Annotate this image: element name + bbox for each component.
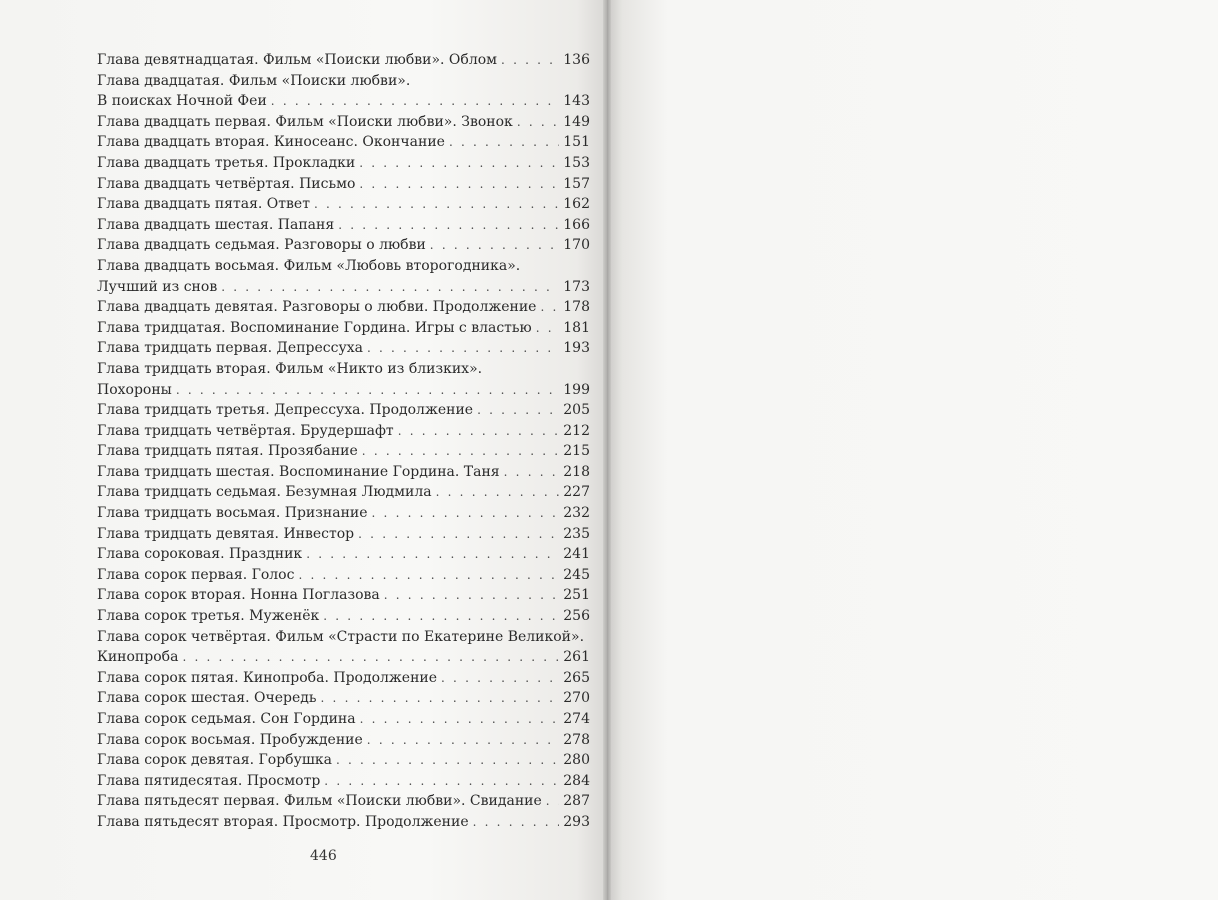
- dot-leader: [367, 338, 559, 359]
- dot-leader: [314, 194, 559, 215]
- toc-entry-page: 178: [563, 299, 590, 316]
- toc-entry-title: Глава тридцать первая. Депрессуха: [97, 340, 363, 357]
- dot-leader: [336, 750, 559, 771]
- dot-leader: [546, 791, 559, 812]
- toc-entry-page: 157: [563, 175, 590, 192]
- toc-entry-page: 232: [563, 505, 590, 522]
- toc-entry-page: 181: [563, 319, 590, 336]
- toc-entry-title: Глава сорок восьмая. Пробуждение: [97, 731, 363, 748]
- toc-entry-page: 284: [563, 772, 590, 789]
- dot-leader: [436, 482, 560, 503]
- dot-leader: [358, 524, 559, 545]
- toc-entry: [97, 585, 590, 606]
- dot-leader: [298, 565, 559, 586]
- dot-leader: [359, 174, 559, 195]
- toc-entry-page: 151: [563, 134, 590, 151]
- toc-entry-title: Глава двадцать третья. Прокладки: [97, 154, 356, 171]
- dot-leader: [321, 688, 560, 709]
- dot-leader: [362, 441, 559, 462]
- dot-leader: [430, 235, 559, 256]
- toc-entry-page: 274: [563, 711, 590, 727]
- toc-entry-page: 162: [563, 196, 590, 213]
- toc-entry-page: 153: [563, 154, 590, 171]
- toc-entry: [97, 688, 590, 709]
- dot-leader: [306, 544, 559, 565]
- dot-leader: [441, 668, 559, 689]
- toc-entry-title: Глава двадцатая. Фильм «Поиски любви».: [97, 72, 411, 89]
- toc-entry-page: 170: [563, 237, 590, 254]
- toc-entry-page: 215: [563, 443, 590, 460]
- dot-leader: [359, 153, 559, 174]
- toc-entry-title: Глава сорок седьмая. Сон Гордина: [97, 711, 356, 727]
- toc-entry-title: Глава тридцатая. Воспоминание Гордина. Игры с властью: [97, 319, 532, 336]
- toc-entry-page: 173: [563, 278, 590, 295]
- dot-leader: [384, 585, 560, 606]
- toc-entry-page: 256: [563, 608, 590, 625]
- dot-leader: [324, 771, 559, 792]
- toc-entry-title: Глава тридцать девятая. Инвестор: [97, 525, 355, 542]
- toc-entry-page: 212: [563, 422, 590, 439]
- toc-entry-title: Глава двадцать вторая. Киносеанс. Окончание: [97, 134, 445, 151]
- toc-entry-page: 287: [563, 793, 590, 810]
- toc-entry-title: Глава тридцать четвёртая. Брудершафт: [97, 422, 394, 439]
- toc-entry-title: Глава двадцать четвёртая. Письмо: [97, 175, 356, 192]
- toc-entry-page: 193: [563, 340, 590, 357]
- toc-entry: [97, 215, 590, 236]
- toc-entry-page: 227: [563, 484, 590, 501]
- toc-entry: [97, 421, 590, 442]
- toc-entry: [97, 606, 590, 627]
- toc-entry-title: Глава тридцать пятая. Прозябание: [97, 443, 358, 460]
- toc-entry-title: Глава двадцать восьмая. Фильм «Любовь второгодника».: [97, 257, 521, 274]
- toc-entry: [97, 318, 590, 339]
- toc-entry: [97, 132, 590, 153]
- toc-entry: [97, 400, 590, 421]
- toc-entry: [97, 565, 590, 586]
- toc-entry: [97, 194, 590, 215]
- book-spine-shadow: [603, 0, 611, 900]
- toc-entry: [97, 791, 590, 812]
- dot-leader: [367, 730, 559, 751]
- dot-leader: [517, 112, 559, 133]
- toc-entry: [97, 277, 590, 298]
- toc-entry-title: Глава двадцать седьмая. Разговоры о любви: [97, 237, 426, 254]
- toc-entry-title: Глава тридцать седьмая. Безумная Людмила: [97, 484, 432, 501]
- toc-entry-title: Похороны: [97, 381, 172, 398]
- dot-leader: [182, 647, 559, 668]
- dot-leader: [221, 277, 559, 298]
- toc-entry-title: Глава тридцать шестая. Воспоминание Гордина. Таня: [97, 463, 500, 480]
- dot-leader: [323, 606, 559, 627]
- dot-leader: [338, 215, 559, 236]
- toc-entry: [97, 750, 590, 771]
- toc-entry: [97, 503, 590, 524]
- toc-entry: [97, 730, 590, 751]
- toc-entry-title: Глава тридцать третья. Депрессуха. Продолжение: [97, 402, 474, 419]
- toc-entry-page: 149: [563, 113, 590, 130]
- toc-entry: [97, 544, 590, 565]
- toc-entry: [97, 174, 590, 195]
- toc-entry-title: В поисках Ночной Феи: [97, 93, 267, 110]
- dot-leader: [501, 50, 559, 71]
- toc-entry-page: 241: [563, 546, 590, 563]
- toc-entry: [97, 627, 590, 648]
- toc-entry-page: 265: [563, 669, 590, 686]
- toc-entry-page: 235: [563, 525, 590, 542]
- toc-entry-title: Глава сорок первая. Голос: [97, 566, 295, 583]
- toc-entry-page: 251: [563, 587, 590, 604]
- page-number: 446: [310, 848, 337, 864]
- toc-entry-title: Глава сорок девятая. Горбушка: [97, 752, 332, 769]
- toc-entry-title: Глава тридцать восьмая. Признание: [97, 505, 368, 522]
- dot-leader: [449, 132, 559, 153]
- dot-leader: [176, 380, 559, 401]
- left-page: [0, 0, 607, 900]
- toc-entry-page: 245: [563, 566, 590, 583]
- toc-entry: [97, 482, 590, 503]
- toc-entry: [97, 50, 590, 71]
- dot-leader: [398, 421, 560, 442]
- toc-entry-page: 143: [563, 93, 590, 110]
- toc-entry-title: Лучший из снов: [97, 278, 218, 295]
- toc-entry-title: Глава сорок третья. Муженёк: [97, 608, 320, 625]
- right-page: [607, 0, 1218, 900]
- toc-entry-title: Глава пятьдесят первая. Фильм «Поиски любви». Свидание: [97, 793, 542, 810]
- toc-entry: [97, 71, 590, 92]
- toc-entry-title: Глава сорок вторая. Нонна Поглазова: [97, 587, 380, 604]
- toc-entry: [97, 524, 590, 545]
- toc-entry-title: Глава сорок шестая. Очередь: [97, 690, 317, 707]
- toc-entry: [97, 668, 590, 689]
- toc-entry-page: 278: [563, 731, 590, 748]
- toc-entry: [97, 462, 590, 483]
- dot-leader: [473, 812, 560, 833]
- dot-leader: [271, 91, 559, 112]
- toc-entry-title: Глава двадцать первая. Фильм «Поиски любви». Звонок: [97, 113, 513, 130]
- toc-entry-page: 199: [563, 381, 590, 398]
- toc-entry: [97, 91, 590, 112]
- toc-entry-title: Глава девятнадцатая. Фильм «Поиски любви». Облом: [97, 52, 498, 68]
- toc-entry-page: 218: [563, 463, 590, 480]
- toc-entry: [97, 709, 590, 730]
- toc-entry-title: Глава двадцать шестая. Папаня: [97, 216, 335, 233]
- toc-entry: [97, 297, 590, 318]
- toc-entry-page: 280: [563, 752, 590, 769]
- toc-entry: [97, 153, 590, 174]
- toc-entry: [97, 771, 590, 792]
- toc-entry-page: 166: [563, 216, 590, 233]
- dot-leader: [540, 297, 559, 318]
- toc-entry-page: 136: [563, 52, 590, 68]
- dot-leader: [372, 503, 560, 524]
- toc-entry-page: 261: [563, 649, 590, 666]
- toc-entry: [97, 235, 590, 256]
- toc-entry-title: Глава пятидесятая. Просмотр: [97, 772, 321, 789]
- dot-leader: [477, 400, 559, 421]
- toc-entry-title: Глава сорок пятая. Кинопроба. Продолжение: [97, 669, 438, 686]
- toc-entry-title: Глава сороковая. Праздник: [97, 546, 303, 563]
- toc-entry-title: Глава двадцать девятая. Разговоры о любви. Продолжение: [97, 299, 537, 316]
- toc-entry: [97, 647, 590, 668]
- toc-entry-page: 205: [563, 402, 590, 419]
- toc-entry-title: Глава тридцать вторая. Фильм «Никто из близких».: [97, 360, 483, 377]
- toc-left-column: [97, 50, 590, 833]
- dot-leader: [504, 462, 560, 483]
- toc-entry: [97, 338, 590, 359]
- toc-entry-title: Глава пятьдесят вторая. Просмотр. Продолжение: [97, 813, 469, 830]
- toc-entry-title: Глава сорок четвёртая. Фильм «Страсти по Екатерине Великой».: [97, 628, 585, 645]
- dot-leader: [360, 709, 560, 730]
- dot-leader: [536, 318, 560, 339]
- toc-entry: [97, 256, 590, 277]
- toc-entry: [97, 112, 590, 133]
- toc-entry: [97, 359, 590, 380]
- toc-entry-title: Кинопроба: [97, 649, 179, 666]
- toc-entry-page: 270: [563, 690, 590, 707]
- toc-entry: [97, 441, 590, 462]
- toc-entry: [97, 812, 590, 833]
- toc-entry-title: Глава двадцать пятая. Ответ: [97, 196, 310, 213]
- toc-entry: [97, 380, 590, 401]
- toc-entry-page: 293: [563, 813, 590, 830]
